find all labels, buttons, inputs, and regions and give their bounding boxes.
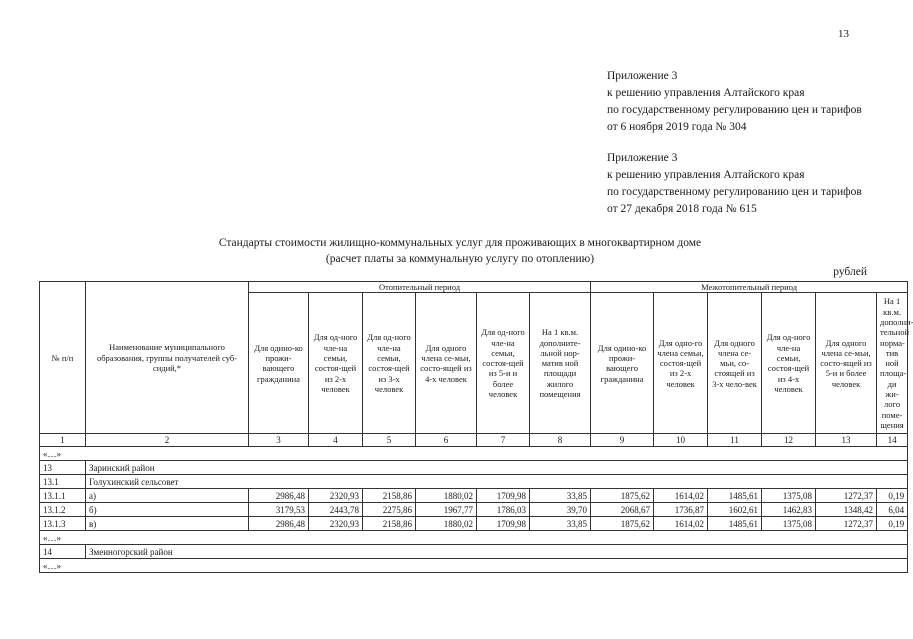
ellipsis-row	[40, 559, 908, 573]
column-number: 13	[816, 434, 877, 447]
section-number: 14	[40, 545, 86, 559]
value-cell: 2158,86	[363, 489, 416, 503]
header-heating-period: Отопительный период	[249, 282, 591, 293]
header-cell: Для одно-го члена семьи, состоя-щей из 2-х человек	[654, 293, 708, 434]
column-number: 3	[249, 434, 309, 447]
value-cell: 39,70	[530, 503, 591, 517]
value-cell: 2320,93	[309, 489, 363, 503]
section-number: 13.1	[40, 475, 86, 489]
header-cell: На 1 кв.м. дополните-льной нор-матив ной площади жилого помещения	[530, 293, 591, 434]
column-number: 11	[708, 434, 762, 447]
value-cell: 1375,08	[762, 489, 816, 503]
column-number: 12	[762, 434, 816, 447]
appendix-line: к решению управления Алтайского края	[607, 169, 805, 181]
row-label: в)	[86, 517, 249, 531]
header-cell: На 1 кв.м. дополни-тельной норма-тив ной площа-ди жи-лого поме-щения	[877, 293, 908, 434]
table-row	[40, 503, 908, 517]
column-number: 9	[591, 434, 654, 447]
value-cell: 1272,37	[816, 517, 877, 531]
header-cell: Для од-ного чле-на семьи, состоя-щей из 2-х человек	[309, 293, 363, 434]
column-number: 8	[530, 434, 591, 447]
header-cell: Для одино-ко прожи-вающего гражданина	[249, 293, 309, 434]
page-number: 13	[838, 28, 849, 40]
value-cell: 2068,67	[591, 503, 654, 517]
header-cell: Для одино-ко прожи-вающего гражданина	[591, 293, 654, 434]
value-cell: 2158,86	[363, 517, 416, 531]
value-cell: 2275,86	[363, 503, 416, 517]
value-cell: 1348,42	[816, 503, 877, 517]
value-cell: 2986,48	[249, 489, 309, 503]
section-row	[40, 461, 908, 475]
value-cell: 0,19	[877, 489, 908, 503]
section-name: Заринский район	[86, 461, 908, 475]
value-cell: 2986,48	[249, 517, 309, 531]
tariff-table	[39, 281, 913, 573]
header-cell: Для од-ного чле-на семьи, состоя-щей из 5-и и более человек	[477, 293, 530, 434]
document-title: Стандарты стоимости жилищно-коммунальных услуг для проживающих в многоквартирном доме	[218, 237, 702, 249]
appendix-line: от 27 декабря 2018 года № 615	[607, 203, 757, 215]
value-cell: 1880,02	[416, 489, 477, 503]
value-cell: 3179,53	[249, 503, 309, 517]
header-row-number: № п/п	[40, 282, 86, 434]
value-cell: 1375,08	[762, 517, 816, 531]
table-row	[40, 489, 908, 503]
column-number: 7	[477, 434, 530, 447]
appendix-line: от 6 ноября 2019 года № 304	[607, 121, 747, 133]
section-name: Голухинский сельсовет	[86, 475, 908, 489]
value-cell: 1462,83	[762, 503, 816, 517]
appendix-block-1	[607, 68, 862, 136]
column-number: 2	[86, 434, 249, 447]
appendix-block-2	[607, 150, 862, 218]
header-cell: Для одного члена се-мьи, состо-ящей из 4-х человек	[416, 293, 477, 434]
header-cell: Для од-ного чле-на семьи, состоя-щей из 4-х человек	[762, 293, 816, 434]
header-cell: Для одного члена се-мьи, состо-ящей из 5-и и более человек	[816, 293, 877, 434]
row-number: 13.1.1	[40, 489, 86, 503]
appendix-line: Приложение 3	[607, 152, 678, 164]
value-cell: 33,85	[530, 517, 591, 531]
value-cell: 1485,61	[708, 489, 762, 503]
row-label: б)	[86, 503, 249, 517]
units-label: рублей	[833, 266, 867, 278]
header-cell: Для одного члена се-мьи, со-стоящей из 3-х чело-век	[708, 293, 762, 434]
column-number: 6	[416, 434, 477, 447]
row-label: а)	[86, 489, 249, 503]
section-row	[40, 545, 908, 559]
column-number-row	[40, 434, 908, 447]
appendix-line: по государственному регулированию цен и тарифов	[607, 186, 862, 198]
section-name: Змеиногорский район	[86, 545, 908, 559]
value-cell: 1709,98	[477, 489, 530, 503]
section-number: 13	[40, 461, 86, 475]
value-cell: 1880,02	[416, 517, 477, 531]
appendix-line: к решению управления Алтайского края	[607, 87, 805, 99]
value-cell: 2443,78	[309, 503, 363, 517]
value-cell: 1967,77	[416, 503, 477, 517]
column-number: 10	[654, 434, 708, 447]
value-cell: 1875,62	[591, 517, 654, 531]
row-number: 13.1.2	[40, 503, 86, 517]
header-cell: Для од-ного чле-на семьи, состоя-щей из 3-х человек	[363, 293, 416, 434]
ellipsis-row	[40, 531, 908, 545]
ellipsis: «…»	[40, 559, 908, 573]
column-number: 14	[877, 434, 908, 447]
value-cell: 6,04	[877, 503, 908, 517]
value-cell: 1614,02	[654, 517, 708, 531]
value-cell: 2320,93	[309, 517, 363, 531]
ellipsis-row	[40, 447, 908, 461]
column-number: 1	[40, 434, 86, 447]
value-cell: 33,85	[530, 489, 591, 503]
header-interheating-period: Межотопительный период	[591, 282, 908, 293]
value-cell: 1485,61	[708, 517, 762, 531]
column-number: 4	[309, 434, 363, 447]
value-cell: 1614,02	[654, 489, 708, 503]
appendix-line: по государственному регулированию цен и тарифов	[607, 104, 862, 116]
appendix-line: Приложение 3	[607, 70, 678, 82]
value-cell: 1709,98	[477, 517, 530, 531]
value-cell: 1736,87	[654, 503, 708, 517]
value-cell: 0,19	[877, 517, 908, 531]
value-cell: 1786,03	[477, 503, 530, 517]
ellipsis: «…»	[40, 531, 908, 545]
value-cell: 1272,37	[816, 489, 877, 503]
value-cell: 1875,62	[591, 489, 654, 503]
table-row	[40, 517, 908, 531]
document-subtitle: (расчет платы за коммунальную услугу по отоплению)	[325, 253, 595, 265]
ellipsis: «…»	[40, 447, 908, 461]
row-number: 13.1.3	[40, 517, 86, 531]
section-row	[40, 475, 908, 489]
header-municipality-name: Наименование муниципального образования, группы получателей суб-сидий,*	[86, 282, 249, 434]
value-cell: 1602,61	[708, 503, 762, 517]
column-number: 5	[363, 434, 416, 447]
